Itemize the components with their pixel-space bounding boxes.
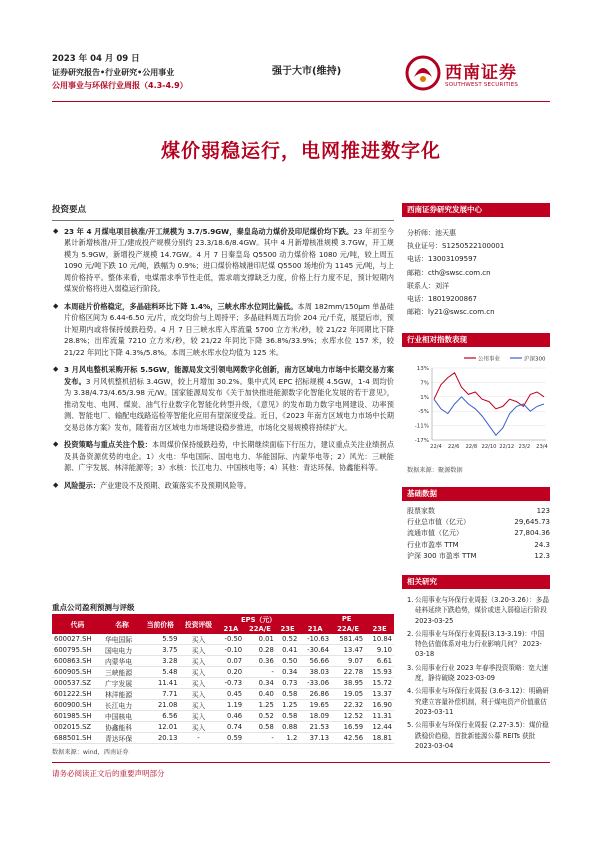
- stock-forecast-table: [52, 614, 394, 744]
- related-report-title: 公用事业与环保行业周报 (2.27-3.5)：煤价稳跌稳价趋稳，首批新能源公募 REITs 获批 2023-03-04: [415, 721, 549, 750]
- research-center-heading: 西南证券研究发展中心: [402, 203, 550, 217]
- related-report-title: 公用事业与环保行业周报 (3.6-3.12)：明确研究建立容量补偿机制，利于煤电资产价值重估 2023-03-11: [415, 687, 549, 716]
- table-cell: 0.01: [244, 634, 276, 645]
- table-cell: 买入: [179, 678, 217, 689]
- table-cell: -0.10: [218, 645, 244, 656]
- basic-data-value: 27,804.36: [514, 529, 550, 538]
- basic-data-value: 12.3: [534, 552, 550, 561]
- highlight-item: [52, 226, 394, 295]
- table-cell: 华电国际: [103, 634, 141, 645]
- related-research-heading: 相关研究: [402, 575, 550, 589]
- table-cell: 1.2: [276, 733, 299, 744]
- table-cell: 15.93: [365, 667, 394, 678]
- table-row: [52, 689, 394, 700]
- table-row: [52, 667, 394, 678]
- x-tick-label: 23/4: [536, 444, 548, 450]
- x-tick-label: 22/6: [447, 444, 460, 450]
- table-cell: 国电电力: [103, 645, 141, 656]
- x-tick-label: 22/10: [481, 444, 497, 450]
- highlights-divider: [52, 220, 394, 221]
- industry-rating: 强于大市(维持): [272, 66, 342, 77]
- related-report-link[interactable]: [407, 663, 550, 684]
- stock-table-title: 重点公司盈利预测与评级: [52, 603, 135, 612]
- table-cell: 9.10: [365, 645, 394, 656]
- table-row: [52, 645, 394, 656]
- table-cell: 长江电力: [103, 700, 141, 711]
- table-cell: 0.45: [218, 689, 244, 700]
- table-cell: 3.75: [141, 645, 179, 656]
- table-cell: -10.63: [299, 634, 331, 645]
- table-cell: 广宇发展: [103, 678, 141, 689]
- table-cell: 600027.SH: [52, 634, 103, 645]
- table-cell: -33.06: [299, 678, 331, 689]
- table-cell: 0.52: [244, 711, 276, 722]
- table-cell: 38.95: [331, 678, 365, 689]
- report-type: 证券研究报告•行业研究•公用事业: [52, 68, 175, 77]
- table-cell: 买入: [179, 722, 217, 733]
- table-cell: 21.53: [299, 722, 331, 733]
- company-logo: [405, 55, 550, 95]
- table-cell: 11.41: [141, 678, 179, 689]
- table-cell: 12.44: [365, 722, 394, 733]
- table-row: [52, 711, 394, 722]
- related-report-title: 公用事业行业 2023 年春季投资策略：宽大速度，静待破晓 2023-03-09: [415, 663, 549, 683]
- related-report-number: 5.: [407, 721, 414, 730]
- related-report-title: 公用事业与环保行业周报（3.20-3.26）：多晶硅料延续下跌趋势，煤价或进入弱稳运行阶段 2023-03-25: [415, 596, 549, 625]
- basic-data-label: 沪深 300 市盈率 TTM: [407, 552, 477, 561]
- table-source: 数据来源：wind，西南证券: [52, 749, 129, 756]
- table-cell: 600905.SH: [52, 667, 103, 678]
- chart-source: 数据来源：聚源数据: [407, 467, 463, 474]
- y-tick-label: -17%: [414, 438, 429, 444]
- highlight-body: 23 年初至今累计新增核准/开工/建成投产规模分别约 23.3/18.6/8.4GW。其中 4 月新增核准规模 3.7GW，开工规模为 5.9GW，新增投产规模 14.7GW。4 月 7 日秦皇岛 Q5500 动力煤价格 1080 元/吨，较上周五 1090 元/吨下跌 10 元/吨，跌幅为 0.9%；进口煤价格城港印尼煤 Q5500 场地价为 1145 元/吨，与上周价格持平。整体来看，电煤需求季节性走低，需求端支撑缺乏力度，价格上行力度不足，预计短期内煤炭价格将进入弱稳运行阶段。: [64, 226, 395, 294]
- table-cell: 26.86: [299, 689, 331, 700]
- x-tick-label: 22/12: [499, 444, 515, 450]
- table-cell: 9.07: [331, 656, 365, 667]
- series-line-0: [434, 373, 544, 409]
- table-cell: -0.50: [218, 634, 244, 645]
- col-year: 23E: [276, 624, 299, 634]
- legend-label: 公用事业: [478, 356, 501, 363]
- table-cell: 19.65: [299, 700, 331, 711]
- col-year: 22A/E: [244, 624, 276, 634]
- legend-label: 沪深300: [524, 356, 546, 363]
- table-cell: 0.20: [218, 667, 244, 678]
- footer-divider: [52, 762, 550, 763]
- col-name: 名称: [103, 614, 141, 634]
- table-cell: 20.13: [141, 733, 179, 744]
- table-cell: 0.50: [276, 656, 299, 667]
- table-cell: 42.56: [331, 733, 365, 744]
- basic-data-value: 24.3: [534, 540, 550, 549]
- highlight-body: 本周煤价保持缓跌趋势，中长期继续面临下行压力，建议重点关注业绩拐点及具备资源优势的电企。1）火电：华电国际、国电电力、华能国际、内蒙华电等；2）风光：三峡能源、广宇发展、林洋能源等；3）水核：长江电力、中国核电等；4）其他：青达环保、协鑫能科等。: [64, 440, 394, 473]
- table-cell: 13.47: [331, 645, 365, 656]
- col-eps: EPS（元）: [218, 614, 300, 624]
- table-cell: 000537.SZ: [52, 678, 103, 689]
- table-row: [52, 733, 394, 744]
- contact-email: 邮箱：ly21@swsc.com.cn: [407, 308, 495, 317]
- table-cell: 16.90: [365, 700, 394, 711]
- related-report-number: 4.: [407, 687, 414, 696]
- basic-data-row: [407, 516, 550, 527]
- table-cell: 6.61: [365, 656, 394, 667]
- analyst-name: 分析师：池天惠: [407, 229, 456, 237]
- highlight-body: 本周 182mm/150μm 单晶硅片价格区间为 6.44-6.50 元/片，成交均价与上周持平；多晶硅料周五均价 204 元/千克，展望后市，预计短期内或将保持缓跌趋势。4 月 7 日三峡水库入库流量 5700 立方米/秒，较 21/22 年同期比下降 28.8%；出库流量 7210 立方米/秒，较 21/22 年同比下降 36.8%/33.9%；水库水位 157 米，较 21/22 年同比下降 4.3%/5.8%。本周三峡水库水位均值为 125 米。: [64, 301, 394, 357]
- table-cell: 601222.SH: [52, 689, 103, 700]
- related-report-number: 2.: [407, 629, 414, 638]
- table-cell: 10.84: [365, 634, 394, 645]
- table-cell: 19.05: [331, 689, 365, 700]
- chart-svg: [402, 348, 550, 458]
- table-row: [52, 700, 394, 711]
- table-cell: 38.03: [299, 667, 331, 678]
- table-cell: 0.58: [276, 689, 299, 700]
- table-cell: 0.74: [218, 722, 244, 733]
- table-row: [52, 634, 394, 645]
- basic-data-row: [407, 528, 550, 539]
- table-cell: 37.13: [299, 733, 331, 744]
- related-report-link[interactable]: [407, 595, 550, 626]
- basic-data-value: 123: [536, 506, 550, 515]
- basic-data-label: 行业总市值（亿元）: [407, 518, 470, 527]
- table-cell: 买入: [179, 711, 217, 722]
- highlight-body: 产业建设不及预期、政策落实不及预期风险等。: [99, 480, 251, 490]
- col-price: 当前价格: [141, 614, 179, 634]
- table-cell: 22.78: [331, 667, 365, 678]
- highlight-item: [52, 480, 394, 492]
- col-year: 22A/E: [331, 624, 365, 634]
- table-cell: 581.45: [331, 634, 365, 645]
- table-cell: 12.52: [331, 711, 365, 722]
- table-cell: 协鑫能科: [103, 722, 141, 733]
- table-cell: 16.59: [331, 722, 365, 733]
- col-year: 23E: [365, 624, 394, 634]
- contact-name: 联系人：刘洋: [407, 281, 449, 290]
- analyst-cert: 执业证号：S1250522100001: [407, 242, 505, 251]
- table-cell: 青达环保: [103, 733, 141, 744]
- table-cell: 21.08: [141, 700, 179, 711]
- col-code: 代码: [52, 614, 103, 634]
- related-report-link[interactable]: [407, 720, 550, 751]
- related-report-number: 3.: [407, 663, 414, 672]
- table-cell: 7.71: [141, 689, 179, 700]
- table-cell: 688501.SH: [52, 733, 103, 744]
- logo-name-cn: 西南证券: [445, 63, 517, 83]
- table-cell: -30.64: [299, 645, 331, 656]
- highlight-lead: 投资策略与重点关注个股：: [64, 440, 153, 450]
- table-cell: 三峡能源: [103, 667, 141, 678]
- table-cell: 买入: [179, 634, 217, 645]
- table-cell: 0.58: [276, 711, 299, 722]
- highlight-item: [52, 439, 394, 474]
- table-cell: 0.28: [244, 645, 276, 656]
- table-cell: 1.19: [218, 700, 244, 711]
- table-cell: 买入: [179, 667, 217, 678]
- table-row: [52, 678, 394, 689]
- table-cell: 6.56: [141, 711, 179, 722]
- table-cell: 3.28: [141, 656, 179, 667]
- table-cell: 601985.SH: [52, 711, 103, 722]
- table-cell: 0.73: [276, 678, 299, 689]
- highlight-item: [52, 301, 394, 359]
- related-report-link[interactable]: [407, 629, 550, 660]
- y-tick-label: -11%: [414, 423, 429, 430]
- table-cell: 1.25: [244, 700, 276, 711]
- table-cell: 0.36: [244, 656, 276, 667]
- table-cell: 买入: [179, 656, 217, 667]
- y-tick-label: 1%: [420, 394, 429, 401]
- table-cell: 0.52: [276, 634, 299, 645]
- report-date: 2023 年 04 月 09 日: [52, 54, 140, 64]
- table-row: [52, 722, 394, 733]
- highlight-item: [52, 364, 394, 433]
- y-tick-label: -5%: [418, 409, 429, 416]
- highlight-lead: 风险提示：: [64, 480, 100, 490]
- table-cell: 0.58: [244, 722, 276, 733]
- analyst-phone: 电话：13003109597: [407, 255, 477, 264]
- table-cell: 15.72: [365, 678, 394, 689]
- investment-highlights: [52, 203, 394, 497]
- basic-data-value: 29,645.73: [514, 518, 550, 527]
- basic-data-row: [407, 505, 550, 516]
- table-cell: 0.34: [276, 667, 299, 678]
- report-series: 公用事业与环保行业周报（4.3-4.9）: [52, 81, 188, 90]
- highlight-body: 3 月风机整机招标 3.4GW，较上月增加 30.2%。集中式风 EPC 招标规模 4.5GW，1-4 周均价为 3.38/4.73/4.65/3.98 元/W。国家能源局发布《关于加快推进能源数字化智能化发展的若干意见》，推动发电、电网、煤炭、油气行业数字化智能化转型升级，《意见》的发布助力数字电网建设、功率预测、智能电厂、输配电线路巡检等智能化应用有望深度受益。近日，《2023 年南方区域电力市场中长期交易总体方案》发布，随着南方区域电力市场建设稳步推进，市场化交易规模将持续扩大。: [64, 376, 394, 432]
- relative-index-chart: [402, 348, 550, 458]
- series-line-1: [434, 397, 544, 435]
- table-cell: 5.48: [141, 667, 179, 678]
- table-cell: 内蒙华电: [103, 656, 141, 667]
- y-tick-label: 13%: [416, 366, 429, 372]
- table-cell: 22.32: [331, 700, 365, 711]
- col-pe: PE: [299, 614, 394, 624]
- table-cell: 11.31: [365, 711, 394, 722]
- highlights-heading: 投资要点: [52, 205, 87, 215]
- related-report-link[interactable]: [407, 686, 550, 717]
- table-cell: 1.25: [276, 700, 299, 711]
- table-cell: 中国核电: [103, 711, 141, 722]
- header-divider: [52, 101, 550, 102]
- table-cell: 002015.SZ: [52, 722, 103, 733]
- report-title: 煤价弱稳运行，电网推进数字化: [160, 140, 441, 162]
- analyst-info: [407, 227, 504, 319]
- related-report-number: 1.: [407, 596, 414, 604]
- analyst-email: 邮箱：cth@swsc.com.cn: [407, 268, 491, 277]
- table-cell: 0.59: [218, 733, 244, 744]
- basic-data-table: [407, 505, 550, 562]
- table-cell: 0.46: [218, 711, 244, 722]
- table-cell: 买入: [179, 700, 217, 711]
- contact-phone: 电话：18019200867: [407, 295, 477, 304]
- table-cell: 600863.SH: [52, 656, 103, 667]
- table-cell: 0.34: [244, 678, 276, 689]
- x-tick-label: 22/8: [465, 444, 478, 450]
- disclaimer-note: 请务必阅读正文后的重要声明部分: [52, 769, 165, 778]
- x-tick-label: 22/4: [430, 444, 442, 450]
- basic-data-heading: 基础数据: [402, 487, 550, 501]
- y-tick-label: 7%: [420, 380, 429, 387]
- basic-data-row: [407, 539, 550, 550]
- table-cell: 买入: [179, 689, 217, 700]
- table-cell: 0.88: [276, 722, 299, 733]
- related-report-title: 公用事业与环保行业周报(3.13-3.19)：中国特色估值体系对电力行业影响几何？ 2023-03-18: [415, 629, 545, 659]
- table-cell: 56.66: [299, 656, 331, 667]
- table-row: [52, 656, 394, 667]
- table-cell: 0.41: [276, 645, 299, 656]
- table-cell: 18.81: [365, 733, 394, 744]
- table-cell: -0.73: [218, 678, 244, 689]
- highlight-lead: 23 年 4 月煤电项目核准/开工规模为 3.7/5.9GW，秦皇岛动力煤价及印尼煤价均下跌。: [64, 226, 354, 236]
- report-meta: [52, 53, 188, 92]
- table-cell: 13.37: [365, 689, 394, 700]
- highlight-lead: 3 月风电整机采购开标 5.5GW，能源局发文引领电网数字化创新，南方区域电力市场中长期交易方案发布。: [64, 365, 394, 386]
- logo-seal-icon: [405, 55, 441, 91]
- table-cell: 0.40: [244, 689, 276, 700]
- table-cell: 12.01: [141, 722, 179, 733]
- table-cell: 林洋能源: [103, 689, 141, 700]
- col-year: 21A: [218, 624, 244, 634]
- col-year: 21A: [299, 624, 331, 634]
- table-cell: -: [244, 667, 276, 678]
- chart-heading: 行业相对指数表现: [402, 333, 550, 347]
- x-tick-label: 23/2: [518, 444, 531, 450]
- basic-data-label: 股票家数: [407, 506, 435, 515]
- basic-data-label: 流通市值（亿元）: [407, 529, 463, 538]
- related-research-list: [407, 595, 550, 754]
- table-cell: 买入: [179, 645, 217, 656]
- table-cell: -: [244, 733, 276, 744]
- logo-name-en: SOUTHWEST SECURITIES: [445, 82, 519, 88]
- table-cell: 0.07: [218, 656, 244, 667]
- table-cell: 600795.SH: [52, 645, 103, 656]
- highlight-lead: 本周硅片价格稳定，多晶硅料环比下降 1.4%，三峡水库水位同比偏低。: [64, 301, 298, 311]
- table-cell: -: [179, 733, 217, 744]
- col-rating: 投资评级: [179, 614, 217, 634]
- basic-data-label: 行业市盈率 TTM: [407, 540, 459, 549]
- table-cell: 18.09: [299, 711, 331, 722]
- basic-data-row: [407, 551, 550, 562]
- table-cell: 5.59: [141, 634, 179, 645]
- table-cell: 600900.SH: [52, 700, 103, 711]
